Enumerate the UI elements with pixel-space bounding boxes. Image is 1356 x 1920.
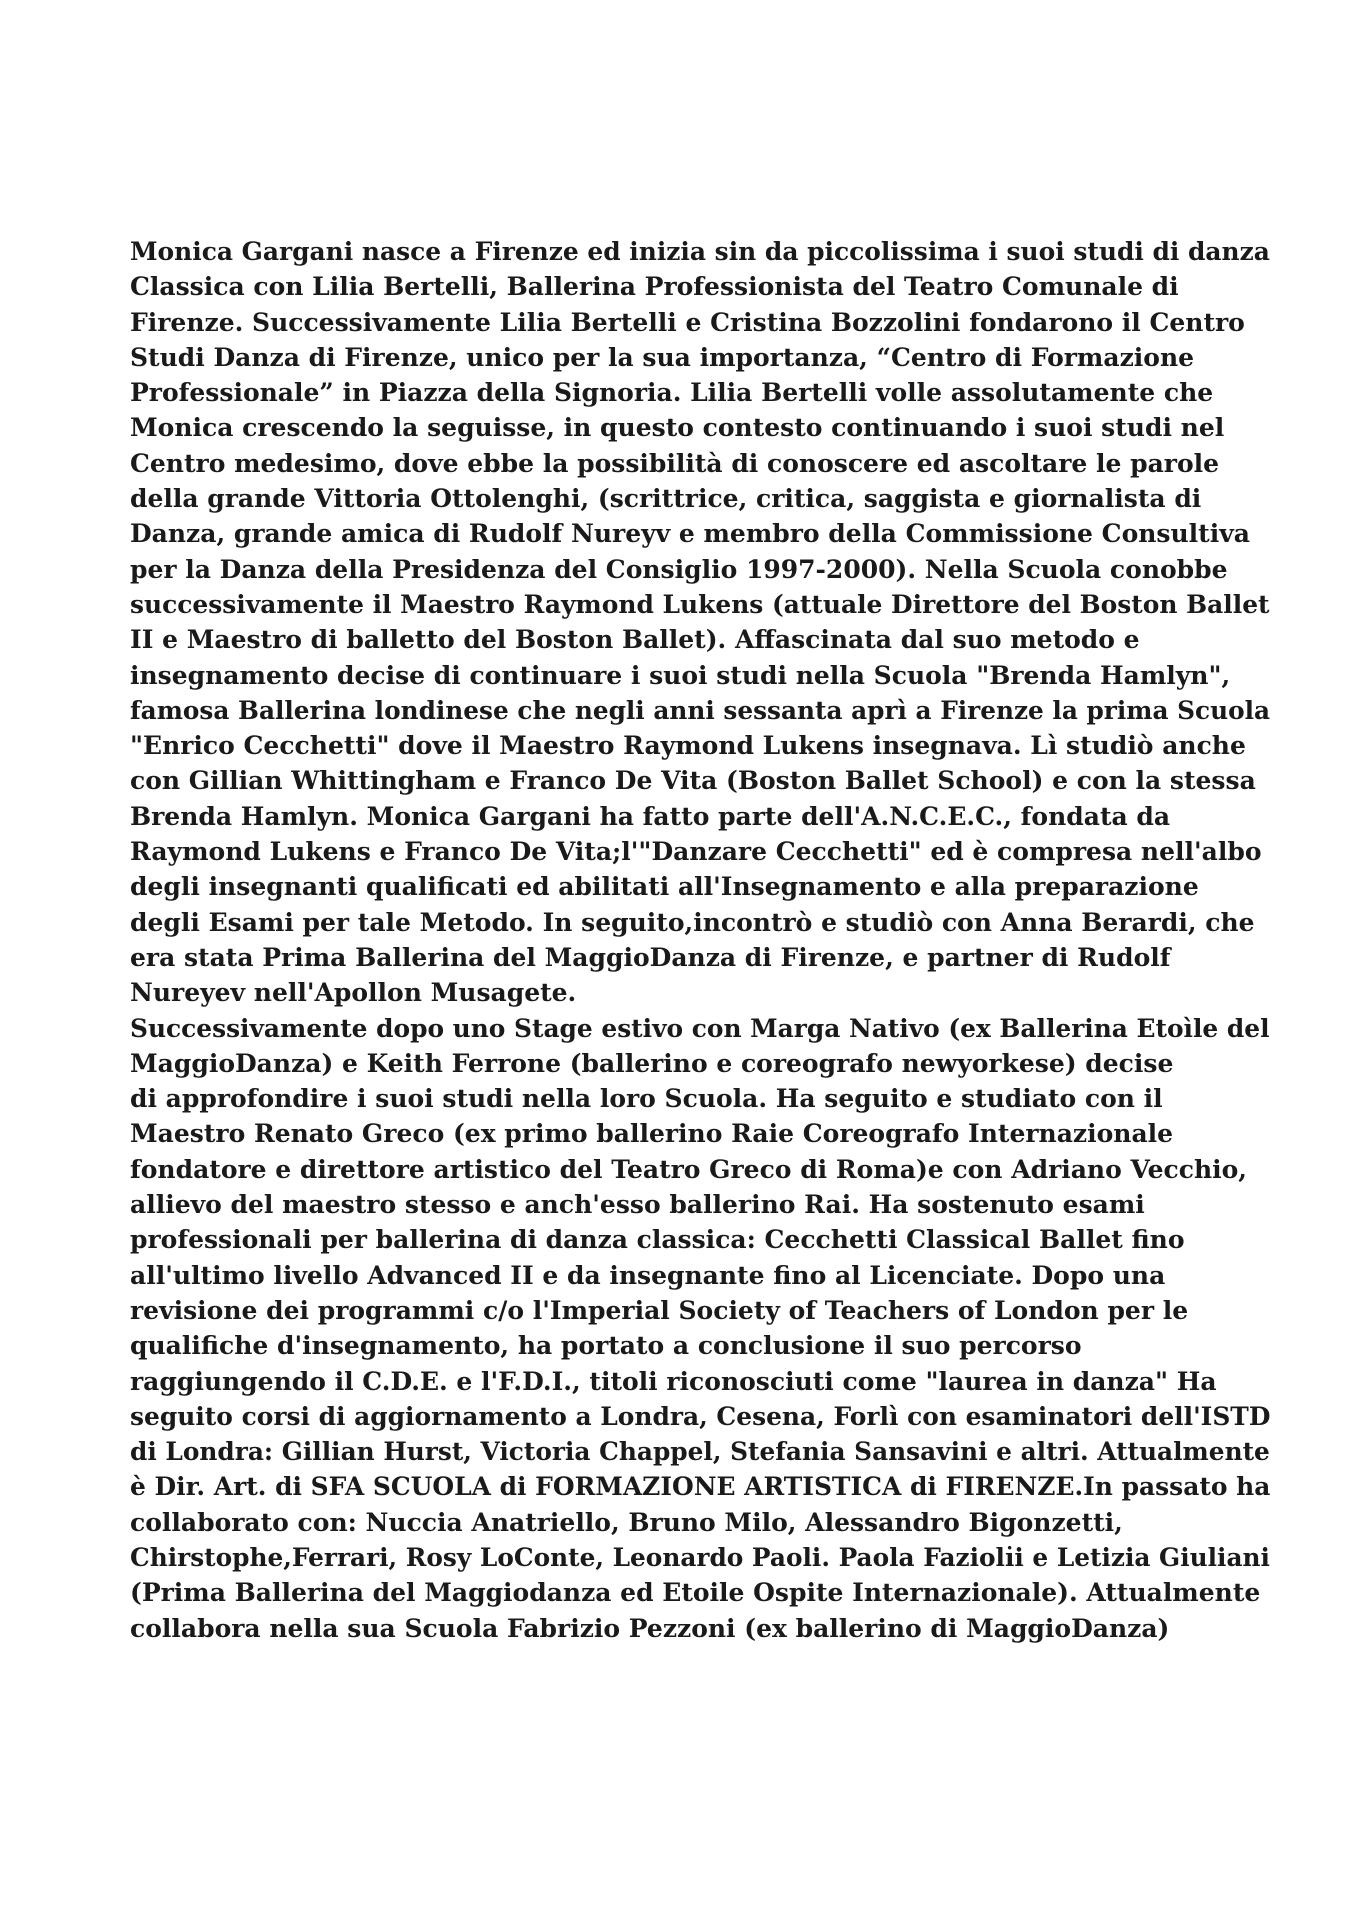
text-line: collaborato con: Nuccia Anatriello, Bruno Milo, Alessandro Bigonzetti, <box>130 1507 1123 1537</box>
text-line: per la Danza della Presidenza del Consiglio 1997-2000). Nella Scuola conobbe <box>130 554 1228 584</box>
text-line: Brenda Hamlyn. Monica Gargani ha fatto parte dell'A.N.C.E.C., fondata da <box>130 801 1171 831</box>
text-line: Professionale” in Piazza della Signoria. Lilia Bertelli volle assolutamente che <box>130 378 1214 408</box>
text-line: con Gillian Whittingham e Franco De Vita (Boston Ballet School) e con la stessa <box>130 766 1256 796</box>
text-line: "Enrico Cecchetti" dove il Maestro Raymond Lukens insegnava. Lì studiò anche <box>130 731 1246 761</box>
text-line: Successivamente dopo uno Stage estivo con Marga Nativo (ex Ballerina Etoìle del <box>130 1013 1270 1043</box>
text-line: è Dir. Art. di SFA SCUOLA di FORMAZIONE ARTISTICA di FIRENZE.In passato ha <box>130 1472 1271 1502</box>
text-line: revisione dei programmi c/o l'Imperial Society of Teachers of London per le <box>130 1295 1189 1325</box>
text-line: Danza, grande amica di Rudolf Nureyv e membro della Commissione Consultiva <box>130 519 1250 549</box>
text-line: Chirstophe,Ferrari, Rosy LoConte, Leonardo Paoli. Paola Fazioli̇i e Letizia Giuliani <box>130 1542 1270 1572</box>
text-line: famosa Ballerina londinese che negli anni sessanta aprì a Firenze la prima Scuola <box>130 695 1271 725</box>
biography-text <box>130 234 1270 1646</box>
text-line: Studi Danza di Firenze, unico per la sua importanza, “Centro di Formazione <box>130 342 1195 372</box>
text-line: successivamente il Maestro Raymond Lukens (attuale Direttore del Boston Ballet <box>130 589 1270 619</box>
text-line: era stata Prima Ballerina del MaggioDanza di Firenze, e partner di Rudolf <box>130 942 1171 972</box>
text-line: qualifiche d'insegnamento, ha portato a conclusione il suo percorso <box>130 1331 1082 1361</box>
text-line: (Prima Ballerina del Maggiodanza ed Etoile Ospite Internazionale). Attualmente <box>130 1578 1261 1608</box>
text-line: MaggioDanza) e Keith Ferrone (ballerino e coreografo newyorkese) decise <box>130 1048 1174 1078</box>
text-line: Firenze. Successivamente Lilia Bertelli e Cristina Bozzolini fondarono il Centro <box>130 307 1245 337</box>
text-line: Monica Gargani nasce a Firenze ed inizia sin da piccolissima i suoi studi di danza <box>130 237 1270 266</box>
text-line: allievo del maestro stesso e anch'esso ballerino Rai. Ha sostenuto esami <box>130 1190 1145 1220</box>
text-line: all'ultimo livello Advanced II e da insegnante fino al Licenciate. Dopo una <box>130 1260 1166 1290</box>
text-line: professionali per ballerina di danza classica: Cecchetti Classical Ballet fino <box>130 1225 1185 1255</box>
text-line: Monica crescendo la seguisse, in questo contesto continuando i suoi studi nel <box>130 413 1225 443</box>
text-line: Nureyev nell'Apollon Musagete. <box>130 978 577 1008</box>
text-line: degli Esami per tale Metodo. In seguito,incontrò e studiò con Anna Berardi, che <box>130 907 1255 937</box>
text-line: della grande Vittoria Ottolenghi, (scrittrice, critica, saggista e giornalista di <box>130 484 1202 514</box>
text-line: collabora nella sua Scuola Fabrizio Pezzoni (ex ballerino di MaggioDanza) <box>130 1613 1170 1643</box>
text-line: raggiungendo il C.D.E. e l'F.D.I., titoli riconosciuti come "laurea in danza" Ha <box>130 1366 1217 1396</box>
text-line: seguito corsi di aggiornamento a Londra, Cesena, Forlì con esaminatori dell'ISTD <box>130 1401 1271 1431</box>
text-line: di approfondire i suoi studi nella loro Scuola. Ha seguito e studiato con il <box>130 1084 1163 1114</box>
text-line: Raymond Lukens e Franco De Vita;l'"Danzare Cecchetti" ed è compresa nell'albo <box>130 837 1262 867</box>
text-line: di Londra: Gillian Hurst, Victoria Chappel, Stefania Sansavini e altri. Attualmente <box>130 1437 1270 1467</box>
text-line: II e Maestro di balletto del Boston Ballet). Affascinata dal suo metodo e <box>130 625 1140 655</box>
text-line: Centro medesimo, dove ebbe la possibilità di conoscere ed ascoltare le parole <box>130 448 1220 478</box>
text-line: Classica con Lilia Bertelli, Ballerina Professionista del Teatro Comunale di <box>130 272 1179 302</box>
text-line: degli insegnanti qualificati ed abilitati all'Insegnamento e alla preparazione <box>130 872 1199 902</box>
text-line: fondatore e direttore artistico del Teatro Greco di Roma)e con Adriano Vecchio, <box>130 1154 1247 1184</box>
text-line: Maestro Renato Greco (ex primo ballerino Raie Coreografo Internazionale <box>130 1119 1174 1149</box>
text-line: insegnamento decise di continuare i suoi studi nella Scuola "Brenda Hamlyn", <box>130 660 1231 690</box>
